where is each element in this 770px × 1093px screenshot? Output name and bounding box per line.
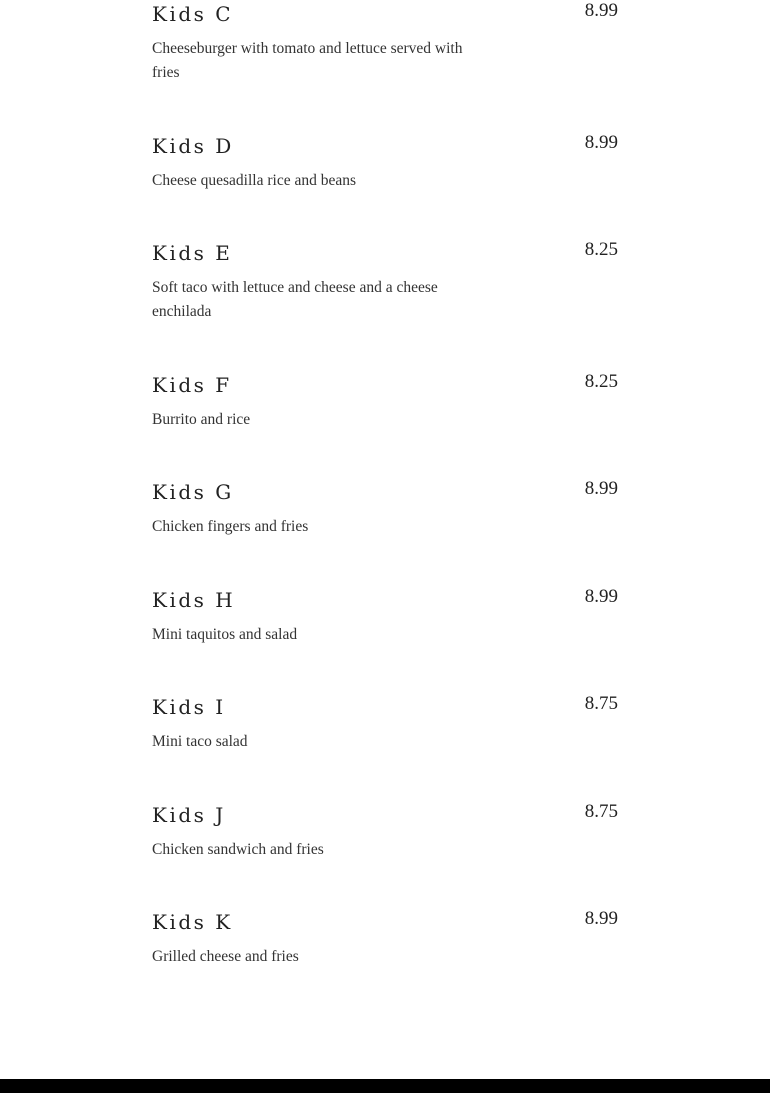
menu-item-price: 8.99	[584, 132, 618, 153]
menu-item-name: Kids J	[152, 803, 226, 827]
menu-item-name: Kids C	[152, 2, 234, 26]
menu-item-name: Kids I	[152, 695, 226, 719]
menu-item-description: Cheeseburger with tomato and lettuce served with fries	[152, 40, 463, 81]
menu-item-name: Kids H	[152, 588, 236, 612]
menu-item-description: Mini taquitos and salad	[152, 626, 298, 643]
menu-item-description: Soft taco with lettuce and cheese and a cheese enchilada	[152, 279, 438, 320]
menu-item-price: 8.99	[584, 908, 618, 929]
menu-item-price: 8.25	[584, 239, 618, 260]
menu-item-description: Cheese quesadilla rice and beans	[152, 172, 356, 189]
menu-item-description: Burrito and rice	[152, 411, 251, 428]
menu-item-price: 8.75	[584, 801, 618, 822]
menu-item-description: Mini taco salad	[152, 733, 248, 750]
menu-item-name: Kids D	[152, 134, 234, 158]
menu-item-name: Kids E	[152, 241, 233, 265]
menu-item-price: 8.25	[584, 371, 618, 392]
menu-item-description: Chicken fingers and fries	[152, 518, 309, 535]
menu-item-description: Chicken sandwich and fries	[152, 841, 324, 858]
footer-bar	[0, 1079, 770, 1093]
menu-item-description: Grilled cheese and fries	[152, 948, 299, 965]
menu-item-price: 8.99	[584, 0, 618, 21]
menu-item-price: 8.99	[584, 586, 618, 607]
menu-item-name: Kids F	[152, 373, 232, 397]
menu-item-name: Kids G	[152, 480, 234, 504]
menu-item-price: 8.75	[584, 693, 618, 714]
menu-item-name: Kids K	[152, 910, 233, 934]
menu-item-price: 8.99	[584, 478, 618, 499]
